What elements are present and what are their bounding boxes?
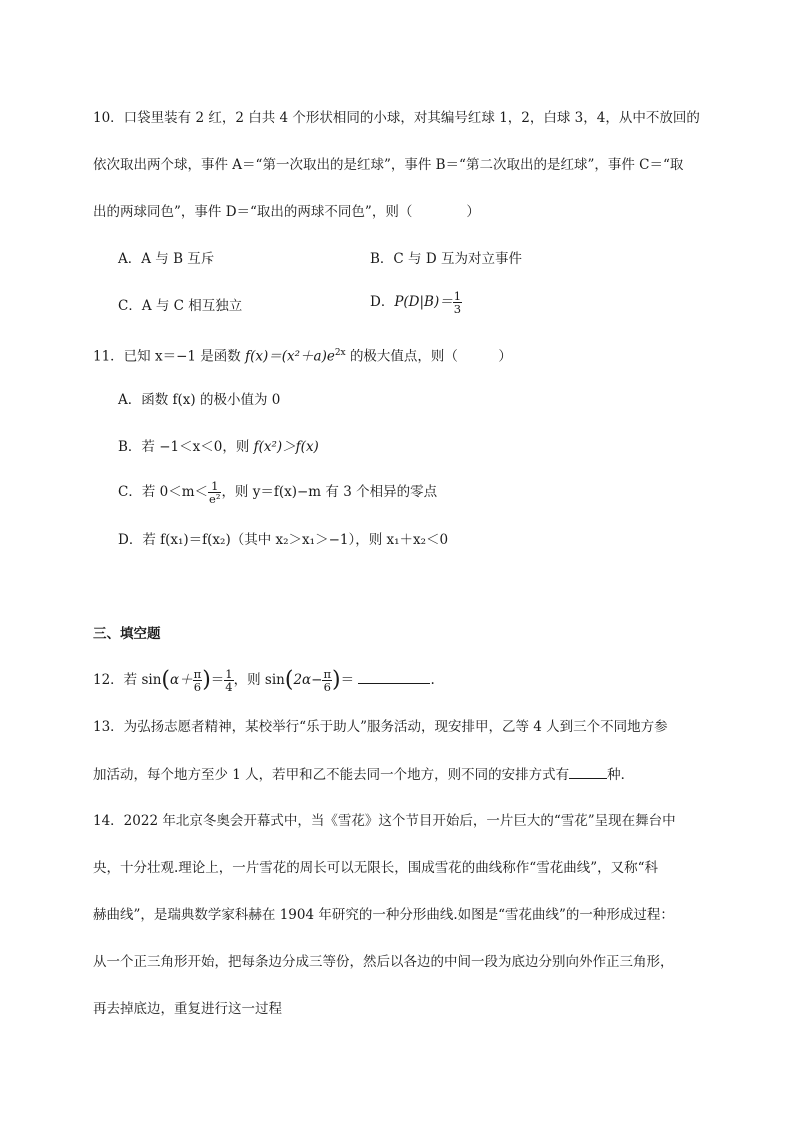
- q11-option-b: [118, 437, 319, 457]
- q12-arg2: 2α−: [293, 672, 323, 688]
- q11-option-d: D．若 f(x₁)＝f(x₂)（其中 x₂＞x₁＞−1），则 x₁＋x₂＜0: [118, 532, 449, 548]
- q11-option-b-expr: f(x²)＞f(x): [253, 439, 319, 455]
- equals-sign: ＝: [210, 672, 225, 688]
- q11-stem-tail: 的极大值点，则（ ）: [349, 348, 512, 365]
- answer-blank[interactable]: [358, 669, 430, 684]
- q11-option-c: [118, 480, 437, 505]
- q11-option-c-fraction: [208, 480, 221, 505]
- q10-line-3: 出的两球同色”，事件 D＝“取出的两球不同色”，则（ ）: [93, 204, 480, 220]
- q10-line-1: 10．口袋里装有 2 红，2 白共 4 个形状相同的小球，对其编号红球 1，2，白球 3，4，从中不放回的: [93, 110, 700, 126]
- q14-line-1: 14．2022 年北京冬奥会开幕式中，当《雪花》这个节目开始后，一片巨大的“雪花”呈现在舞台中: [93, 813, 676, 829]
- q12-line: [93, 668, 435, 693]
- q10-option-a: A．A 与 B 互斥: [118, 251, 215, 267]
- fraction-numerator: π: [323, 667, 332, 681]
- q11-exponent: 2x: [334, 348, 346, 358]
- fraction-denominator: 6: [323, 680, 331, 694]
- fraction-denominator: e²: [209, 492, 221, 506]
- fraction-numerator: 1: [225, 667, 233, 681]
- q10-option-d-fraction: [453, 290, 462, 315]
- q12-arg1: α＋: [170, 672, 193, 688]
- paren-open: (: [161, 667, 171, 693]
- q14-line-2: 央，十分壮观.理论上，一片雪花的周长可以无限长，围成雪花的曲线称作“雪花曲线”，又称“科: [93, 860, 658, 876]
- q13-line-2-text: 加活动，每个地方至少 1 人，若甲和乙不能去同一个地方，则不同的安排方式有: [93, 767, 570, 783]
- fraction-numerator: 1: [453, 289, 462, 303]
- paren-close: ): [202, 667, 211, 693]
- pi-over-six-fraction: [193, 668, 203, 693]
- q10-option-b: B．C 与 D 互为对立事件: [370, 251, 522, 267]
- q13-line-2-tail: 种．: [607, 767, 635, 783]
- answer-blank[interactable]: [569, 764, 607, 779]
- fraction-numerator: 1: [208, 480, 221, 493]
- paren-close: ): [332, 667, 341, 693]
- q10-option-d: [370, 290, 462, 315]
- fraction-denominator: 3: [453, 302, 462, 316]
- paren-open: (: [284, 667, 294, 693]
- section-heading: 三、填空题: [93, 626, 161, 642]
- quarter-fraction: [224, 668, 233, 693]
- q14-line-3: 赫曲线”，是瑞典数学家科赫在 1904 年研究的一种分形曲线.如图是“雪花曲线”的一种形成过程：: [93, 907, 674, 923]
- q11-option-c-text: C．若 0＜m＜: [118, 484, 209, 500]
- q13-line-1: 13．为弘扬志愿者精神，某校举行“乐于助人”服务活动，现安排甲，乙等 4 人到三个不同地方参: [93, 719, 668, 735]
- q11-option-a: A．函数 f(x) 的极小值为 0: [118, 392, 281, 408]
- period: .: [430, 672, 435, 688]
- equals-sign: ＝: [340, 672, 355, 688]
- q13-line-2: [93, 764, 634, 785]
- q14-line-4: 从一个正三角形开始，把每条边分成三等份，然后以各边的中间一段为底边分别向外作正三角形，: [93, 954, 674, 970]
- q10-option-d-expr: P(D|B)＝: [394, 294, 453, 310]
- fraction-denominator: 4: [225, 680, 233, 694]
- fraction-denominator: 6: [193, 680, 202, 694]
- q11-stem-text: 11．已知 x＝−1 是函数: [93, 348, 241, 365]
- q11-option-c-tail: ，则 y＝f(x)−m 有 3 个相异的零点: [221, 484, 438, 500]
- pi-over-six-fraction: [322, 668, 332, 693]
- q12-prefix: 12．若 sin: [93, 672, 162, 688]
- q10-line-2: 依次取出两个球，事件 A＝“第一次取出的是红球”，事件 B＝“第二次取出的是红球”，事件 C＝“取: [93, 157, 684, 173]
- q11-function-expr: f(x)＝(x²＋a)e: [245, 348, 335, 365]
- q11-option-b-text: B．若 −1＜x＜0，则: [118, 439, 250, 455]
- q11-stem: [93, 343, 512, 367]
- q14-line-5: 再去掉底边，重复进行这一过程: [93, 1001, 282, 1017]
- q12-mid: ，则 sin: [233, 672, 285, 688]
- q10-option-c: C．A 与 C 相互独立: [118, 298, 243, 314]
- q10-option-d-label: D．: [370, 294, 395, 310]
- fraction-numerator: π: [193, 667, 202, 681]
